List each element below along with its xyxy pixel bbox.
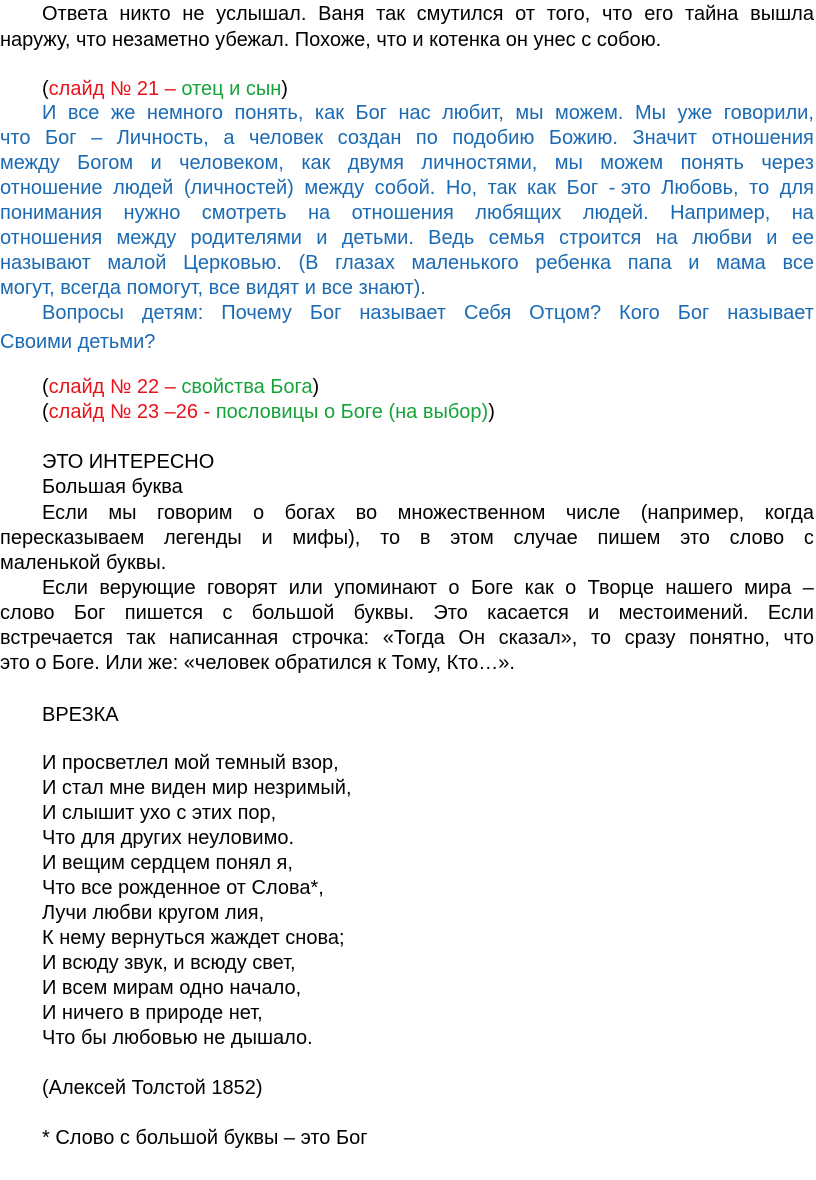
word: о: [565, 577, 577, 599]
word: Ответа: [42, 3, 108, 25]
word: Вопросы: [42, 302, 124, 324]
word: о: [253, 502, 265, 524]
word: маленького: [411, 252, 519, 274]
word: по: [415, 127, 438, 149]
word: ее: [791, 227, 814, 249]
word: что: [602, 3, 633, 25]
word: на: [791, 202, 814, 224]
word: Себя: [463, 302, 512, 324]
para1-line1: [0, 2, 816, 27]
word: числе: [565, 502, 621, 524]
para3-line2: Своими детьми?: [0, 331, 156, 353]
word: человек: [248, 127, 324, 149]
word: нашего: [665, 577, 733, 599]
word: понять,: [234, 102, 304, 124]
word: отношения: [711, 127, 814, 149]
word: написанная: [168, 627, 279, 649]
word: глазах: [335, 252, 395, 274]
word: и: [766, 227, 778, 249]
word: –: [91, 127, 103, 149]
para2-line5: [0, 201, 816, 226]
slide23-open: (: [42, 401, 49, 423]
word: как: [314, 102, 344, 124]
word: с: [803, 527, 814, 549]
word: вышла: [750, 3, 814, 25]
word: между: [116, 227, 177, 249]
word: буквы.: [353, 602, 414, 624]
word: называют: [0, 252, 91, 274]
word: слово: [0, 602, 55, 624]
slide23-ref: [42, 400, 816, 425]
word: можем.: [555, 102, 624, 124]
word: сразу: [624, 627, 676, 649]
poem-line: И просветлел мой темный взор,: [42, 752, 339, 774]
poem-line: И всюду звук, и всюду свет,: [42, 952, 296, 974]
poem-line: И всем мирам одно начало,: [42, 977, 302, 999]
slide22-open: (: [42, 376, 49, 398]
word: (личностей): [183, 177, 294, 199]
word: Ведь: [428, 227, 475, 249]
word: детям:: [141, 302, 204, 324]
word: Ваня: [318, 3, 365, 25]
para2-line8: могут, всегда помогут, все видят и все знают).: [0, 277, 426, 299]
poem-line: И стал мне виден мир незримый,: [42, 777, 352, 799]
word: подобию: [452, 127, 535, 149]
poem-author: (Алексей Толстой 1852): [42, 1077, 263, 1099]
interesting-p1-line3: маленькой буквы.: [0, 552, 167, 574]
word: людей: [113, 177, 174, 199]
word: как: [301, 152, 331, 174]
word: Боге: [470, 577, 514, 599]
slide22-ref: [42, 375, 816, 400]
word: мы: [554, 152, 583, 174]
word: Творце: [587, 577, 654, 599]
word: строчка:: [291, 627, 370, 649]
word: услышал.: [216, 3, 307, 25]
word: Но,: [445, 177, 478, 199]
word: все: [67, 102, 100, 124]
word: того,: [546, 3, 591, 25]
word: человеком,: [179, 152, 284, 174]
word: богах: [284, 502, 336, 524]
word: Церковью.: [183, 252, 282, 274]
slide22-close: ): [312, 376, 320, 398]
word: то: [380, 527, 401, 549]
word: о: [448, 577, 460, 599]
word: Бог: [677, 302, 710, 324]
word: через: [761, 152, 814, 174]
word: Любовь,: [661, 177, 739, 199]
word: никто: [119, 3, 171, 25]
word: говорим: [157, 502, 233, 524]
insert-heading: ВРЕЗКА: [42, 704, 119, 726]
word: и: [316, 227, 328, 249]
word: тайна: [685, 3, 739, 25]
word: уже: [677, 102, 713, 124]
word: понять: [680, 152, 744, 174]
para2-line7: [0, 251, 816, 276]
word: И: [42, 102, 57, 124]
interesting-p2-line4: это о Боге. Или же: «человек обратился к Тому, Кто…».: [0, 652, 515, 674]
word: так: [487, 177, 517, 199]
word: личностями,: [421, 152, 538, 174]
word: упоминают: [334, 577, 437, 599]
para3-line1: [0, 301, 816, 326]
word: же: [110, 102, 136, 124]
interesting-p2-line1: [0, 576, 816, 601]
word: Если: [42, 577, 88, 599]
poem-line: И ничего в природе нет,: [42, 1002, 263, 1024]
word: мама: [716, 252, 766, 274]
slide23-title: пословицы о Боге (на выбор): [215, 401, 489, 423]
poem-line: Лучи любви кругом лия,: [42, 902, 265, 924]
word: нас: [398, 102, 431, 124]
slide22-title: свойства Бога: [181, 376, 313, 398]
word: Если: [767, 602, 814, 624]
poem-line: Что бы любовью не дышало.: [42, 1027, 313, 1049]
slide22-number: слайд № 22 –: [48, 376, 182, 398]
poem-line: И вещим сердцем понял я,: [42, 852, 293, 874]
word: мифы),: [292, 527, 361, 549]
word: Бог: [45, 127, 77, 149]
word: родителями: [190, 227, 302, 249]
word: случае: [513, 527, 578, 549]
slide23-close: ): [488, 401, 495, 423]
word: слово: [729, 527, 785, 549]
word: и: [588, 602, 600, 624]
word: детьми.: [341, 227, 414, 249]
word: с: [222, 602, 233, 624]
word: от: [515, 3, 536, 25]
word: Если: [42, 502, 88, 524]
word: можем: [600, 152, 664, 174]
word: Отцом?: [529, 302, 602, 324]
interesting-p2-line3: [0, 626, 816, 651]
word: а: [223, 127, 235, 149]
para2-line1: [0, 101, 816, 126]
word: как: [526, 177, 557, 199]
interesting-heading: ЭТО ИНТЕРЕСНО: [42, 451, 215, 473]
poem-line: Что для других неуловимо.: [42, 827, 295, 849]
word: Например,: [670, 202, 771, 224]
slide21-close: ): [281, 78, 288, 100]
word: Бог: [566, 177, 599, 199]
word: Бог: [73, 602, 106, 624]
word: когда: [764, 502, 814, 524]
word: в: [419, 527, 431, 549]
word: Богом: [77, 152, 134, 174]
word: «Тогда: [382, 627, 445, 649]
word: строится: [558, 227, 642, 249]
para2-line4: [0, 176, 816, 201]
word: малой: [107, 252, 167, 274]
word: отношение: [0, 177, 103, 199]
word: большой: [251, 602, 335, 624]
word: легенды: [163, 527, 242, 549]
para2-line3: [0, 151, 816, 176]
word: людей.: [582, 202, 649, 224]
word: или: [288, 577, 323, 599]
word: между: [304, 177, 365, 199]
interesting-p1-line2: [0, 526, 816, 551]
word: мира: [744, 577, 792, 599]
word: Кого: [619, 302, 660, 324]
word: собой.: [374, 177, 436, 199]
footnote: * Слово с большой буквы – это Бог: [42, 1127, 368, 1149]
word: касается: [487, 602, 569, 624]
word: понимания: [0, 202, 103, 224]
word: Это: [433, 602, 468, 624]
word: –: [802, 577, 814, 599]
word: для: [779, 177, 814, 199]
word: двумя: [347, 152, 404, 174]
interesting-p1-line1: [0, 501, 816, 526]
word: любви: [692, 227, 752, 249]
word: то: [590, 627, 611, 649]
word: (В: [298, 252, 319, 274]
word: на: [308, 202, 331, 224]
word: множественном: [397, 502, 546, 524]
slide21-open: (: [42, 78, 49, 100]
word: на: [655, 227, 678, 249]
word: Мы: [634, 102, 667, 124]
slide23-number: слайд № 23 –26 -: [48, 401, 216, 423]
word: пишем: [597, 527, 661, 549]
word: Почему: [221, 302, 292, 324]
word: отношения: [0, 227, 103, 249]
word: Личность,: [116, 127, 209, 149]
slide21-ref: [42, 77, 816, 102]
word: пишется: [124, 602, 204, 624]
poem-line: К нему вернуться жаждет снова;: [42, 927, 345, 949]
word: пересказываем: [0, 527, 145, 549]
word: понятно,: [689, 627, 770, 649]
word: это: [680, 527, 710, 549]
word: говорили,: [723, 102, 814, 124]
word: этом: [450, 527, 494, 549]
para2-line6: [0, 226, 816, 251]
para2-line2: [0, 126, 816, 151]
word: и: [261, 527, 273, 549]
word: и: [150, 152, 162, 174]
word: называет: [359, 302, 446, 324]
word: во: [355, 502, 378, 524]
word: не: [182, 3, 205, 25]
word: мы: [108, 502, 137, 524]
word: создан: [337, 127, 402, 149]
interesting-subheading: Большая буква: [42, 476, 183, 498]
word: так: [376, 3, 405, 25]
interesting-p2-line2: [0, 601, 816, 626]
word: между: [0, 152, 60, 174]
word: как: [524, 577, 554, 599]
word: сказал»,: [498, 627, 578, 649]
word: любит,: [442, 102, 504, 124]
word: нужно: [123, 202, 181, 224]
word: папа: [627, 252, 672, 274]
word: любящих: [475, 202, 562, 224]
word: отношения: [351, 202, 454, 224]
poem-line: Что все рожденное от Слова*,: [42, 877, 324, 899]
word: Значит: [632, 127, 698, 149]
word: немного: [146, 102, 223, 124]
word: все: [782, 252, 814, 274]
word: (например,: [640, 502, 745, 524]
word: смотреть: [201, 202, 287, 224]
word: называет: [727, 302, 814, 324]
word: мы: [515, 102, 544, 124]
word: ребенка: [535, 252, 612, 274]
slide21-title: отец и сын: [181, 78, 282, 100]
word: Бог: [355, 102, 387, 124]
word: семья: [488, 227, 545, 249]
word: то: [749, 177, 770, 199]
word: его: [644, 3, 674, 25]
word: говорят: [206, 577, 278, 599]
word: что: [0, 127, 31, 149]
word: верующие: [99, 577, 196, 599]
word: смутился: [416, 3, 504, 25]
para1-line2: наружу, что незаметно убежал. Похоже, что и котенка он унес с собою.: [0, 29, 662, 51]
word: местоимений.: [618, 602, 749, 624]
word: что: [783, 627, 814, 649]
slide21-number: слайд № 21 –: [48, 78, 182, 100]
word: и: [688, 252, 700, 274]
word: Бог: [309, 302, 342, 324]
word: - это: [608, 177, 651, 199]
word: встречается: [0, 627, 113, 649]
poem-line: И слышит ухо с этих пор,: [42, 802, 277, 824]
word: Божию.: [548, 127, 618, 149]
word: Он: [458, 627, 486, 649]
word: так: [126, 627, 156, 649]
